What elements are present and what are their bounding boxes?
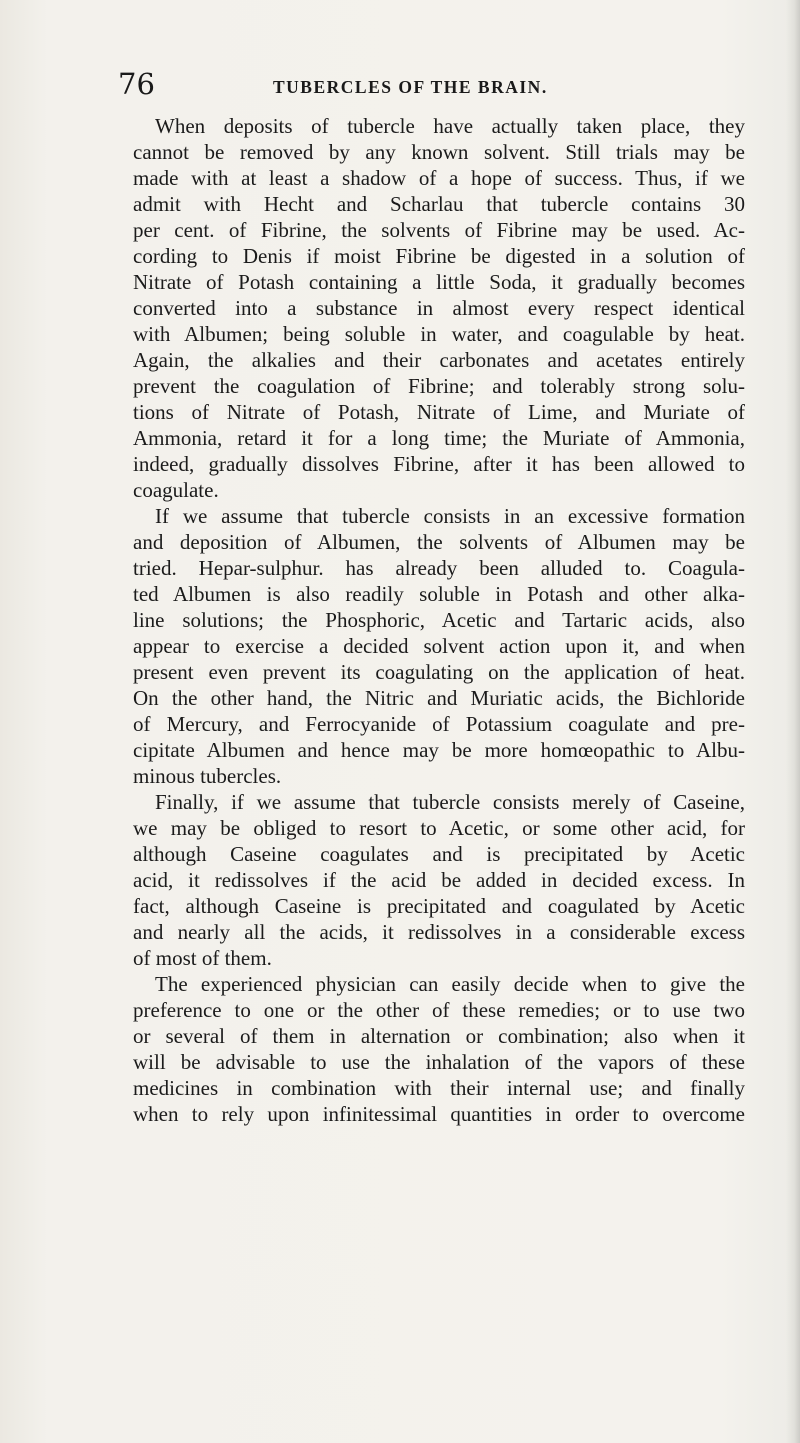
text-line: Nitrate of Potash containing a little Soda, it gradually becomes xyxy=(133,270,745,294)
text-line: minous tubercles. xyxy=(133,764,282,788)
text-line: cannot be removed by any known solvent. Still trials may be xyxy=(133,140,745,164)
text-line: preference to one or the other of these remedies; or to use two xyxy=(133,998,745,1022)
text-line: converted into a substance in almost every respect identical xyxy=(133,296,745,320)
text-line: line solutions; the Phosphoric, Acetic and Tartaric acids, also xyxy=(133,608,745,632)
text-line: When deposits of tubercle have actually taken place, they xyxy=(155,114,745,138)
text-line: If we assume that tubercle consists in an excessive formation xyxy=(155,504,745,528)
text-line: cipitate Albumen and hence may be more homœopathic to Albu- xyxy=(133,738,745,762)
text-line: when to rely upon infinitessimal quantities in order to overcome xyxy=(133,1102,745,1126)
text-line: cording to Denis if moist Fibrine be digested in a solution of xyxy=(133,244,745,268)
text-line: ted Albumen is also readily soluble in Potash and other alka- xyxy=(133,582,745,606)
page-edge-shadow xyxy=(786,0,800,1443)
text-line: appear to exercise a decided solvent action upon it, and when xyxy=(133,634,745,658)
text-line: with Albumen; being soluble in water, and coagulable by heat. xyxy=(133,322,745,346)
running-head xyxy=(118,66,750,102)
text-line: and nearly all the acids, it redissolves in a considerable excess xyxy=(133,920,745,944)
text-line: and deposition of Albumen, the solvents of Albumen may be xyxy=(133,530,745,554)
text-line: Finally, if we assume that tubercle consists merely of Caseine, xyxy=(155,790,745,814)
text-line: The experienced physician can easily decide when to give the xyxy=(155,972,745,996)
page-number: 76 xyxy=(118,67,155,101)
text-line: per cent. of Fibrine, the solvents of Fibrine may be used. Ac- xyxy=(133,218,745,242)
text-line: Again, the alkalies and their carbonates and acetates entirely xyxy=(133,348,745,372)
text-line: although Caseine coagulates and is precipitated by Acetic xyxy=(133,842,745,866)
text-line: prevent the coagulation of Fibrine; and tolerably strong solu- xyxy=(133,374,745,398)
running-title: TUBERCLES OF THE BRAIN. xyxy=(273,77,548,97)
text-line: admit with Hecht and Scharlau that tubercle contains 30 xyxy=(133,192,745,216)
text-line: medicines in combination with their internal use; and finally xyxy=(133,1076,745,1100)
text-line: of most of them. xyxy=(133,946,272,970)
text-line: made with at least a shadow of a hope of success. Thus, if we xyxy=(133,166,745,190)
text-line: acid, it redissolves if the acid be added in decided excess. In xyxy=(133,868,745,892)
text-line: tions of Nitrate of Potash, Nitrate of Lime, and Muriate of xyxy=(133,400,745,424)
text-line: On the other hand, the Nitric and Muriatic acids, the Bichloride xyxy=(133,686,745,710)
text-line: present even prevent its coagulating on the application of heat. xyxy=(133,660,745,684)
body-text xyxy=(133,113,745,1127)
text-line: will be advisable to use the inhalation of the vapors of these xyxy=(133,1050,745,1074)
text-line: coagulate. xyxy=(133,478,219,502)
text-line: fact, although Caseine is precipitated and coagulated by Acetic xyxy=(133,894,745,918)
text-line: or several of them in alternation or combination; also when it xyxy=(133,1024,745,1048)
text-line: tried. Hepar-sulphur. has already been alluded to. Coagula- xyxy=(133,556,745,580)
text-line: we may be obliged to resort to Acetic, or some other acid, for xyxy=(133,816,745,840)
text-line: indeed, gradually dissolves Fibrine, after it has been allowed to xyxy=(133,452,745,476)
text-line: Ammonia, retard it for a long time; the Muriate of Ammonia, xyxy=(133,426,745,450)
text-line: of Mercury, and Ferrocyanide of Potassium coagulate and pre- xyxy=(133,712,745,736)
